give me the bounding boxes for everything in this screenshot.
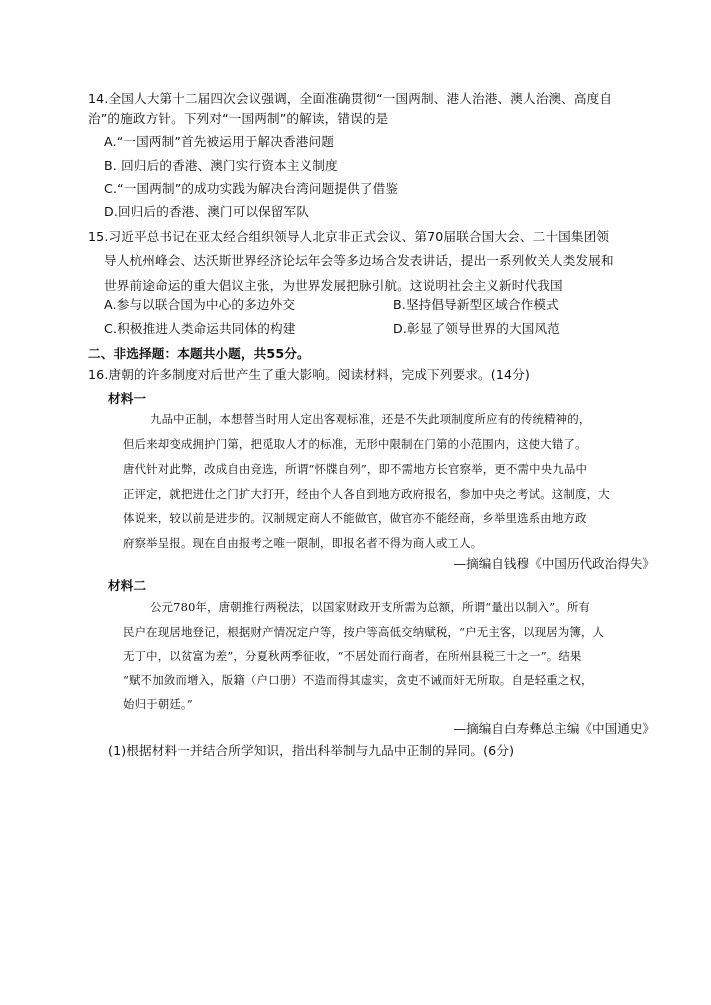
q15-stem-line-3: 世界前途命运的重大倡议主张，为世界发展把脉引航。这说明社会主义新时代我国 xyxy=(104,278,563,293)
material-1-line-5: 体说来，较以前是进步的。汉制规定商人不能做官，做官亦不能经商，乡举里选系由地方政 xyxy=(123,511,587,525)
q14-option-c: C.“一国两制”的成功实践为解决台湾问题提供了借鉴 xyxy=(104,181,399,196)
material-2-line-3: 无丁中，以贫富为差”，分夏秋两季征收，“不居处而行商者，在所州县税三十之一”。结果 xyxy=(123,649,582,663)
q15-option-a: A.参与以联合国为中心的多边外交 xyxy=(104,297,296,312)
q14-stem-line-1: 14.全国人大第十二届四次会议强调，全面准确贯彻“一国两制、港人治港、澳人治澳、高度自 xyxy=(88,91,613,106)
q14-stem-line-2: 治”的施政方针。下列对“一国两制”的解读，错误的是 xyxy=(88,111,389,126)
material-2-line-4: “赋不加敛而增入，版籍（户口册）不造而得其虚实，贪吏不诫而奸无所取。自是轻重之权， xyxy=(123,673,593,687)
material-2-line-1: 公元780年，唐朝推行两税法，以国家财政开支所需为总额，所谓“量出以制入”。所有 xyxy=(150,600,591,614)
q15-stem-line-2: 导人杭州峰会、达沃斯世界经济论坛年会等多边场合发表讲话，提出一系列攸关人类发展和 xyxy=(104,253,614,268)
material-2-line-5: 始归于朝廷。” xyxy=(123,697,193,711)
material-2-title: 材料二 xyxy=(108,578,147,593)
q15-option-c: C.积极推进人类命运共同体的构建 xyxy=(104,321,296,336)
section-title: 二、非选择题：本题共小题，共55分。 xyxy=(88,346,310,361)
material-1-line-1: 九品中正制，本想替当时用人定出客观标准，还是不失此项制度所应有的传统精神的， xyxy=(150,412,591,426)
material-2-line-2: 民户在现居地登记，根据财产情况定户等，按户等高低交纳赋税，“户无主客，以现居为簿，人 xyxy=(123,625,605,639)
material-1-line-2: 但后来却变成拥护门第，把觅取人才的标准，无形中限制在门第的小范围内，这使大错了。 xyxy=(123,437,587,451)
material-1-line-6: 府察举呈报。现在自由报考之唯一限制，即报名者不得为商人或工人。 xyxy=(123,536,483,550)
q14-option-b: B. 回归后的香港、澳门实行资本主义制度 xyxy=(104,158,338,173)
q15-option-d: D.彰显了领导世界的大国风范 xyxy=(393,321,560,336)
material-1-source: —摘编自钱穆《中国历代政治得失》 xyxy=(453,556,655,571)
q14-option-d: D.回归后的香港、澳门可以保留军队 xyxy=(104,204,310,219)
material-2-source: —摘编自白寿彝总主编《中国通史》 xyxy=(453,721,655,736)
material-1-line-3: 唐代针对此弊，改成自由竞选，所谓“怀牒自列”，即不需地方长官察举，更不需中央九品中 xyxy=(123,462,588,476)
q14-option-a: A.“一国两制”首先被运用于解决香港问题 xyxy=(104,134,334,149)
material-1-line-4: 正评定，就把进仕之门扩大打开，经由个人各自到地方政府报名，参加中央之考试。这制度，大 xyxy=(123,487,610,501)
q15-option-b: B.坚持倡导新型区域合作模式 xyxy=(393,297,559,312)
material-1-title: 材料一 xyxy=(108,391,147,406)
q15-stem-line-1: 15.习近平总书记在亚太经合组织领导人北京非正式会议、第70届联合国大会、二十国集团领 xyxy=(88,229,610,244)
q16-subquestion-1: (1)根据材料一并结合所学知识，指出科举制与九品中正制的异同。(6分) xyxy=(108,743,515,758)
q16-stem: 16.唐朝的许多制度对后世产生了重大影响。阅读材料，完成下列要求。(14分) xyxy=(88,367,530,382)
